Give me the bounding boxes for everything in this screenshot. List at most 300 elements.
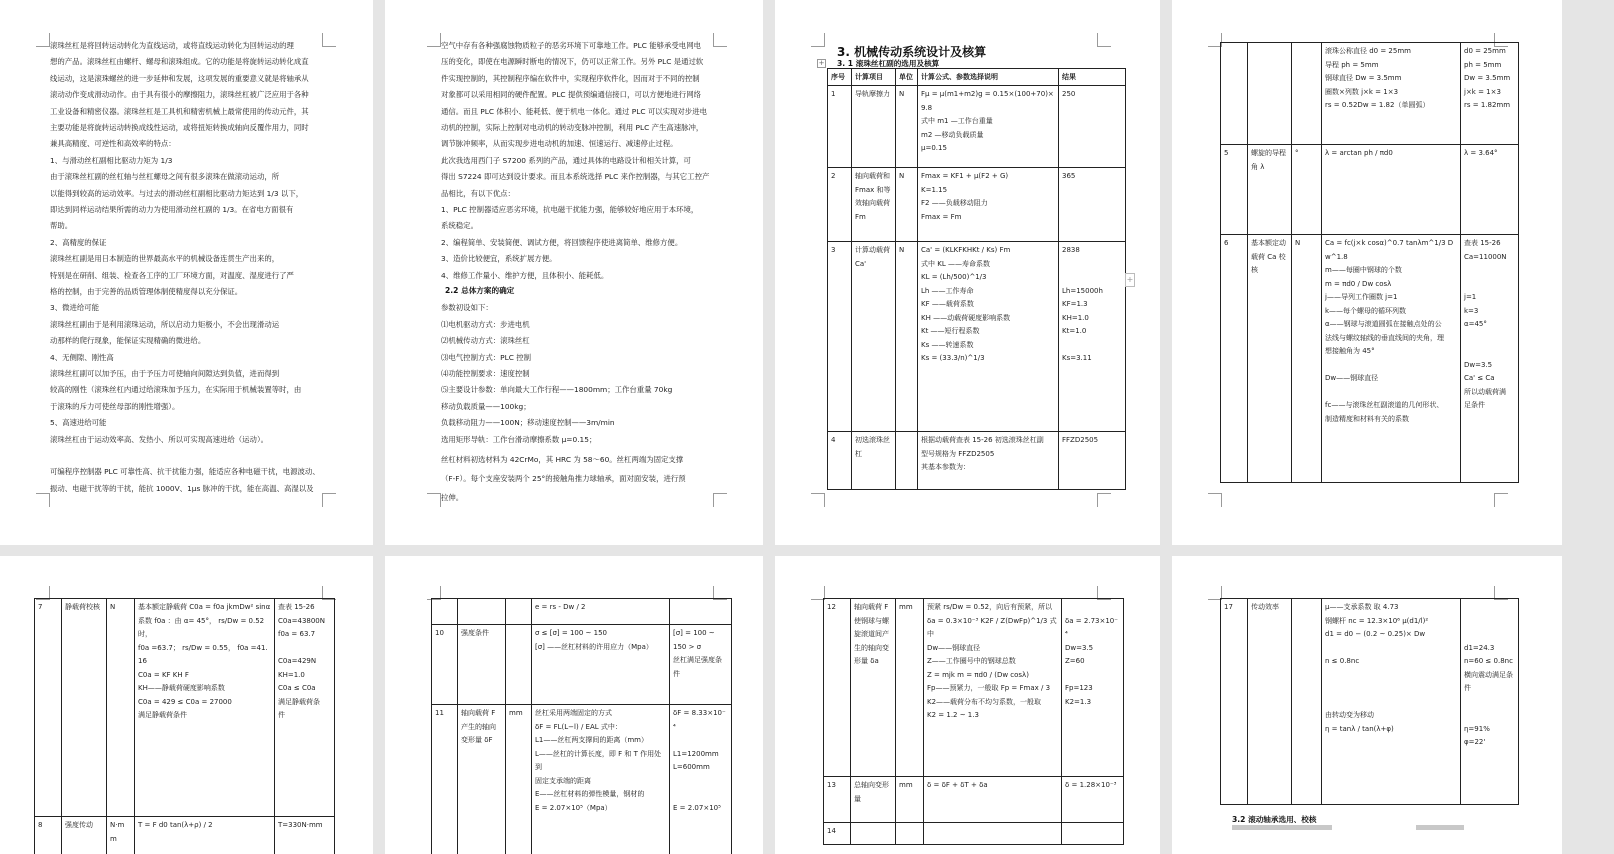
calculation-table <box>823 598 1124 845</box>
cell-number: 13 <box>824 777 851 823</box>
cell-result-line: Lh=15000h <box>1062 286 1103 295</box>
cell-formula-line: 系数 f0a ：由 α= 45°， rs/Dw = 0.52 时， <box>138 616 265 638</box>
text-line: 振动、电磁干扰等的干扰，能抗 1000V、1μs 脉冲的干扰，能在高温、高湿以及 <box>50 483 314 493</box>
cell-formula-line: d1 = d0 − (0.2 ~ 0.25)× Dw <box>1325 630 1426 638</box>
cell-number: 6 <box>1221 235 1248 483</box>
cell-result-line: 150 > σ <box>673 642 702 651</box>
cell-formula-line: 固定支承端的距离 <box>535 776 591 785</box>
cell-formula-line: 钢螺杆 nc = 12.3×10⁶ μ(d1/l)² <box>1325 616 1429 625</box>
cell-result-line: j=1 <box>1464 293 1477 301</box>
table-row <box>1221 43 1519 145</box>
cell-result-line <box>673 601 728 615</box>
cell-formula-line: Ca' = (KLKFKHKt / Ks) Fm <box>921 246 1011 254</box>
table-row <box>824 777 1124 823</box>
cell-formula-line: Z——工作圈号中的钢球总数 <box>927 657 1016 665</box>
cell-result-line: j×k = 1×3 <box>1464 87 1501 96</box>
cell-unit: mm <box>896 777 924 823</box>
cell-formula <box>924 777 1062 823</box>
cell-formula-line: j——导列工作圈数 j=1 <box>1325 293 1398 301</box>
table-fragment <box>1232 825 1332 830</box>
cell-result-line <box>278 642 331 656</box>
cell-result-line <box>1464 332 1515 346</box>
text-line: 选用矩形导轨：工作台滑动摩擦系数 μ=0.15； <box>441 434 597 444</box>
cell-formula-line <box>1325 359 1457 373</box>
cell-formula-line: 基本额定静载荷 C0a = f0a jkmDw² sinα <box>138 603 271 611</box>
cell-formula-line: n ≤ 0.8nc <box>1325 657 1360 665</box>
text-line: 3、微进给可能 <box>50 303 100 313</box>
cell-result <box>1059 86 1126 168</box>
cell-unit <box>506 625 532 705</box>
text-line: 调节脉冲频率，从而实现步进电动机的加速、恒速运行、减速停止过程。 <box>441 139 678 149</box>
cell-formula-line: k——每个螺母的循环列数 <box>1325 306 1407 315</box>
cell-item: 计算动载荷 Ca' <box>852 242 896 432</box>
cell-result-line: α=45° <box>1464 320 1487 328</box>
document-page-4 <box>1172 0 1562 545</box>
text-line: ⑵机械传动方式：滚珠丝杠 <box>441 336 530 346</box>
text-line: 4、无侧隙、刚性高 <box>50 352 114 362</box>
cell-formula <box>918 242 1059 432</box>
cell-result-line <box>1464 264 1515 278</box>
calculation-table <box>827 68 1126 490</box>
cell-formula-line: 其基本参数为： <box>921 463 970 471</box>
cell-number: 2 <box>828 168 852 242</box>
cell-result-line <box>1464 601 1515 615</box>
cell-formula-line <box>1325 682 1457 696</box>
cell-unit: N <box>896 242 918 432</box>
cell-item <box>458 599 506 625</box>
cell-result-line: 365 <box>1062 172 1076 180</box>
cell-result-line: 2838 <box>1062 246 1080 254</box>
cell-item: 静载荷校核 <box>62 599 107 817</box>
document-page-8 <box>1172 556 1562 854</box>
cell-result-line: K2=1.3 <box>1065 697 1092 706</box>
cell-formula-line: E = 2.07×10⁵（Mpa） <box>535 803 612 812</box>
cell-result-line: E = 2.07×10⁵ <box>673 803 721 812</box>
cell-formula-line: [σ] ——丝杠材料的许用应力（Mpa） <box>535 642 653 651</box>
table-row <box>828 86 1126 168</box>
cell-formula-line: μ=0.15 <box>921 144 947 152</box>
text-line: 滚珠丝杠副由于是利用滚珠运动，所以启动力矩极小，不会出现滑动运 <box>50 319 280 329</box>
cell-formula-line: E——丝杠材料的弹性模量，钢材的 <box>535 790 645 798</box>
cell-formula-line: 预紧 rs/Dw = 0.52，向后有预紧，所以 <box>927 603 1053 611</box>
cell-result-line: δa = 2.73×10⁻⁴ <box>1065 616 1118 638</box>
table-row <box>1221 145 1519 235</box>
text-line: 此次我选用西门子 S7200 系列的产品，通过具体的电路设计和相关计算，可 <box>441 155 691 165</box>
cell-result-line <box>1464 696 1515 710</box>
cell-formula-line: η = tanλ / tan(λ+φ) <box>1325 724 1394 733</box>
cell-formula <box>532 599 670 625</box>
cell-result-line: Dw=3.5 <box>1065 643 1094 652</box>
cell-result-line: L=600mm <box>673 763 710 771</box>
text-line: 品相比，有以下优点： <box>441 188 515 198</box>
cell-result-line <box>1065 601 1120 615</box>
cell-result-line <box>1062 258 1122 272</box>
cell-result-line: n=60 ≤ 0.8nc <box>1464 657 1513 665</box>
calculation-table <box>1220 42 1519 483</box>
cell-result-line: f0a = 63.7 <box>278 630 316 638</box>
table-row <box>35 817 335 854</box>
cell-result-line <box>1065 669 1120 683</box>
cell-number: 17 <box>1221 599 1248 805</box>
cell-unit: mm <box>506 705 532 854</box>
cell-result-line: Fp=123 <box>1065 684 1093 692</box>
cell-item: 螺旋的导程角 λ <box>1248 145 1292 235</box>
cell-result-line: Dw = 3.5mm <box>1464 74 1511 82</box>
cell-result <box>1059 432 1126 490</box>
text-line: 以能得到较高的运动效率。与过去的滑动丝杠副相比驱动力矩达到 1/3 以下， <box>50 188 304 198</box>
crop-mark <box>1208 493 1222 507</box>
text-line: 滚珠丝杠副可以加予压，由于予压力可使轴向间隙达到负值，进而得到 <box>50 369 280 378</box>
cell-result-line <box>1062 271 1122 285</box>
text-line: 可编程序控制器 PLC 可靠性高、抗干扰能力强，能适应各种电磁干扰，电源波动、 <box>50 467 320 477</box>
cell-formula-line: 滚珠公称直径 d0 = 25mm <box>1325 47 1411 55</box>
cell-formula-line: Fmax = Fm <box>921 212 962 221</box>
cell-formula-line: K=1.15 <box>921 185 948 194</box>
cell-result-line <box>673 775 728 789</box>
text-line: 得出 S7224 即可达到设计要求。而且本系统选择 PLC 来作控制器，与其它工控产 <box>441 172 710 182</box>
crop-mark <box>1097 493 1111 507</box>
cell-formula <box>532 705 670 854</box>
cell-number: 10 <box>432 625 458 705</box>
text-line: 件实现控制的，其控制程序编在软件中，实现程序软件化，因而对于不同的控制 <box>441 73 700 83</box>
cell-result-line: δ = 1.28×10⁻³ <box>1065 781 1117 789</box>
cell-unit <box>1292 43 1322 145</box>
cell-number: 11 <box>432 705 458 854</box>
cell-result-line: Ca=11000N <box>1464 252 1507 261</box>
column-header: 计算公式、参数选择说明 <box>918 69 1059 86</box>
cell-formula-line <box>1325 386 1457 400</box>
text-line: 参数初设如下： <box>441 303 493 313</box>
cell-result-line: Z=60 <box>1065 657 1085 665</box>
cell-unit: ° <box>1292 145 1322 235</box>
cell-formula-line: F2 ——负载移动阻力 <box>921 199 988 207</box>
crop-mark <box>811 493 825 507</box>
text-line: 线运动，这是滚珠螺丝的进一步延伸和发展，这项发展的重要意义就是将轴承从 <box>50 73 309 83</box>
column-header: 结果 <box>1059 69 1126 86</box>
cell-result-line: KH=1.0 <box>1062 313 1089 322</box>
cell-result-line <box>1464 628 1515 642</box>
column-header: 序号 <box>828 69 852 86</box>
cell-result <box>1461 43 1519 145</box>
crop-mark <box>427 493 441 507</box>
cell-unit <box>1292 599 1322 805</box>
text-line: 1、与滑动丝杠副相比驱动力矩为 1/3 <box>50 155 173 165</box>
cell-result-line: 横向震动满足条 <box>1464 670 1513 679</box>
cell-formula <box>924 599 1062 777</box>
cell-result <box>670 625 732 705</box>
cell-result-line: 查表 15-26 <box>278 603 315 611</box>
table-row <box>824 823 1124 845</box>
cell-formula-line: Dw——钢球直径 <box>1325 374 1379 382</box>
cell-formula-line: K2——载荷分布不均匀系数，一般取 <box>927 697 1042 706</box>
cell-unit: mm <box>896 599 924 777</box>
cell-formula-line: m——每圈中钢球的个数 <box>1325 266 1402 274</box>
cell-formula-line: C0a = KF KH F <box>138 670 189 679</box>
cell-result-line: δF = 8.33×10⁻⁴ <box>673 709 726 731</box>
cell-result-line: 250 <box>1062 90 1076 98</box>
cell-result-line: 所以动载荷满 <box>1464 387 1506 396</box>
text-line: 兼具高精度、可逆性和高效率的特点： <box>50 139 176 149</box>
text-line: 于滚珠的斥力可使丝母部的刚性增强）。 <box>50 401 180 411</box>
cell-result-line <box>1464 278 1515 292</box>
table-fragment <box>1416 825 1464 830</box>
cell-formula-line: 式中 KL ——寿命系数 <box>921 259 990 268</box>
text-line: 帮助。 <box>50 221 73 231</box>
table-row <box>432 599 732 625</box>
cell-formula-line: 型号规格为 FFZD2505 <box>921 449 995 458</box>
cell-item <box>851 823 896 845</box>
table-row <box>1221 599 1519 805</box>
crop-mark <box>36 33 50 47</box>
cell-formula <box>135 599 275 817</box>
cell-formula-line: rs = 0.52Dw = 1.82（单圆弧） <box>1325 101 1430 109</box>
crop-mark <box>1097 33 1111 47</box>
cell-result-line: Ks=3.11 <box>1062 354 1092 362</box>
calculation-table <box>431 598 732 854</box>
cell-formula-line: 想接触角为 45° <box>1325 347 1375 355</box>
cell-result <box>1059 168 1126 242</box>
cell-formula-line: L1——丝杠两支撑间的距离（mm） <box>535 736 648 744</box>
text-line: 较高的刚性（滚珠丝杠内通过给滚珠加予压力，在实际用于机械装置等时，由 <box>50 385 302 395</box>
text-line: 丝杠材料初选材料为 42CrMo，其 HRC 为 58～60。丝杠两端为固定支撑 <box>441 455 684 464</box>
cell-formula-line: Fmax = KF1 + μ(F2 + G) <box>921 172 1009 180</box>
cell-formula-line: K2 = 1.2 ~ 1.3 <box>927 711 979 719</box>
text-line: 想的产品。滚珠丝杠由螺杆、螺母和滚珠组成。它的功能是将旋转运动转化成直 <box>50 57 309 67</box>
text-line: 通信。而且 PLC 体积小、能耗低、便于机电一体化。通过 PLC 可以实现对步进电 <box>441 106 707 116</box>
cell-number: 8 <box>35 817 62 854</box>
cell-formula-line: α——钢球与滚道圆弧在接触点处的公 <box>1325 320 1442 328</box>
cell-result-line <box>1464 709 1515 723</box>
cell-result-line <box>1065 825 1120 839</box>
cell-formula-line: σ ≤ [σ] = 100 ~ 150 <box>535 629 608 637</box>
cell-formula <box>1322 235 1461 483</box>
text-line: 压的变化，即使在电源瞬时断电的情况下，仍可以正常工作。另外 PLC 是通过软 <box>441 57 704 67</box>
table-row <box>35 599 335 817</box>
section-heading: 3. 机械传动系统设计及核算 <box>837 45 987 59</box>
text-line: 5、高速进给可能 <box>50 418 107 428</box>
table-row <box>828 168 1126 242</box>
cell-formula-line: Ks ——转速系数 <box>921 340 974 349</box>
cell-formula-line: 式中 m1 —工作台重量 <box>921 117 993 125</box>
cell-item: 基本额定动载荷 Ca 校核 <box>1248 235 1292 483</box>
crop-mark <box>427 33 441 47</box>
cell-result <box>1062 777 1124 823</box>
cell-result-line: C0a=43800N <box>278 616 326 625</box>
cell-formula-line: 制造精度和材料有关的系数 <box>1325 414 1409 423</box>
cell-result <box>275 817 335 854</box>
cell-result-line: d0 = 25mm <box>1464 47 1506 55</box>
text-line: 1、PLC 控制器适应恶劣环境，抗电磁干扰能力强，能够较好地应用于本环境， <box>441 205 699 214</box>
cell-result-line: 件 <box>673 669 680 678</box>
cell-result-line: φ=22' <box>1464 738 1486 746</box>
cell-formula-line: e = rs - Dw / 2 <box>535 603 586 611</box>
cell-result-line <box>1062 339 1122 353</box>
cell-result-line: L1=1200mm <box>673 749 719 758</box>
cell-unit: N <box>1292 235 1322 483</box>
cell-item: 轴向载荷 F 使钢球与螺旋滚道间产生的轴向变形量 δa <box>851 599 896 777</box>
calculation-table <box>1220 598 1519 805</box>
text-line: 滚珠丝杠副是用日本制造的世界最高水平的机械设备连贯生产出来的， <box>50 254 280 264</box>
cell-formula-line: δa = 0.3×10⁻³ K2F / Z(DwFp)^1/3 式中 <box>927 616 1057 638</box>
cell-formula-line: 圈数×列数 j×k = 1×3 <box>1325 87 1399 96</box>
cell-formula-line: fc——与滚珠丝杠副滚道的几何形状、 <box>1325 401 1444 409</box>
document-page-1 <box>0 0 373 545</box>
text-line: 滚珠丝杠是将回转运动转化为直线运动，或将直线运动转化为回转运动的理 <box>50 41 294 50</box>
cell-result <box>670 705 732 854</box>
cell-number: 5 <box>1221 145 1248 235</box>
cell-item <box>1248 43 1292 145</box>
subsection-heading: 2.2 总体方案的确定 <box>445 286 515 295</box>
cell-number: 7 <box>35 599 62 817</box>
document-page-5 <box>0 556 373 854</box>
cell-result <box>1062 823 1124 845</box>
text-line: 对象都可以采用相同的硬件配置。PLC 提供预编通信接口，可以方便地进行网络 <box>441 90 701 100</box>
cell-formula-line: KH ——动载荷硬度影响系数 <box>921 313 1011 322</box>
table-row <box>828 432 1126 490</box>
text-line: 滚珠丝杠由于运动效率高、发热小、所以可实现高速进给（运动）。 <box>50 434 269 444</box>
cell-result-line: 件 <box>1464 684 1471 692</box>
cell-result-line: Kt=1.0 <box>1062 327 1087 335</box>
cell-formula <box>1322 145 1461 235</box>
cell-formula-line: m2 —移动负载质量 <box>921 130 984 139</box>
cell-result <box>670 599 732 625</box>
cell-number <box>432 599 458 625</box>
cell-item: 轴向载荷 F 产生的轴向变形量 δF <box>458 705 506 854</box>
cell-result-line: Dw=3.5 <box>1464 360 1493 369</box>
cell-result-line: λ = 3.64° <box>1464 149 1498 157</box>
table-move-handle[interactable]: + <box>818 59 825 67</box>
cell-formula <box>918 432 1059 490</box>
cell-result-line: 足条件 <box>1464 401 1485 409</box>
cell-unit <box>506 599 532 625</box>
cell-formula <box>135 817 275 854</box>
cell-result <box>1059 242 1126 432</box>
cell-formula-line: KL = (Lh/500)^1/3 <box>921 273 987 281</box>
cell-result-line: ph = 5mm <box>1464 60 1502 69</box>
cell-result <box>1461 145 1519 235</box>
cell-result-line <box>1065 709 1120 723</box>
text-line: 2、编程简单、安装简便、调试方便，将回馈程序使进离简单、维修方便。 <box>441 237 683 247</box>
text-line: ⑴电机驱动方式：步进电机 <box>441 319 530 329</box>
cell-formula-line: 由转动变为移动 <box>1325 711 1374 719</box>
cell-unit: N <box>896 86 918 168</box>
column-header: 计算项目 <box>852 69 896 86</box>
table-row <box>432 705 732 854</box>
cell-result-line <box>673 734 728 748</box>
cell-formula-line: m = πd0 / Dw cosλ <box>1325 279 1392 288</box>
cell-formula-line: Dw——钢球直径 <box>927 643 981 652</box>
cell-result-line: C0a=429N <box>278 657 317 665</box>
cell-formula-line: f0a =63.7； rs/Dw = 0.55， f0a =41.16 <box>138 643 268 665</box>
crop-mark <box>811 33 825 47</box>
cell-item: 强度条件 <box>458 625 506 705</box>
cell-result-line: 丝杠满足强度条 <box>673 656 722 664</box>
text-line: 负载移动阻力——100N；移动速度控制——3m/min <box>441 418 615 428</box>
cell-formula-line <box>927 825 1058 839</box>
cell-result-line: 查表 15-26 <box>1464 239 1501 247</box>
cell-item: 强度传动 <box>62 817 107 854</box>
text-line: 即达到同样运动结果所需的动力为使用滑动丝杠副的 1/3。在省电方面很有 <box>50 205 294 214</box>
cell-formula <box>918 86 1059 168</box>
text-line: 系统稳定。 <box>441 221 478 231</box>
text-line: 由于滚珠丝杠副的丝杠轴与丝杠螺母之间有很多滚珠在做滚动运动，所 <box>50 172 280 182</box>
cell-item: 总轴向变形量 <box>851 777 896 823</box>
cell-formula <box>918 168 1059 242</box>
cell-result <box>1062 599 1124 777</box>
text-line: 主要功能是将旋转运动转换成线性运动，或将扭矩转换成轴向反覆作用力，同时 <box>50 123 309 132</box>
text-line: ⑷功能控制要求：速度控制 <box>441 369 530 378</box>
cell-formula-line <box>1325 642 1457 656</box>
cell-item: 初选滚珠丝杠 <box>852 432 896 490</box>
subsection-heading: 3. 1 滚珠丝杠副的选用及核算 <box>837 59 940 68</box>
cell-result-line: k=3 <box>1464 306 1479 315</box>
table-resize-handle[interactable]: + <box>1125 273 1135 287</box>
cell-result-line: 满足静载荷条 <box>278 697 320 706</box>
document-page-6 <box>385 556 763 854</box>
text-line: 滚动动作变成滑动动作。由于具有很小的摩擦阻力，滚珠丝杠被广泛应用于各种 <box>50 90 309 100</box>
cell-number: 12 <box>824 599 851 777</box>
text-line: 4、维修工作量小、维护方便，且体积小、能耗低。 <box>441 270 609 280</box>
cell-formula-line: 钢球直径 Dw = 3.5mm <box>1325 74 1402 82</box>
cell-formula <box>532 625 670 705</box>
cell-result-line: FFZD2505 <box>1062 436 1099 444</box>
cell-unit <box>896 823 924 845</box>
text-line: 空气中存有各种强腐蚀物质粒子的恶劣环境下可靠地工作。PLC 能够承受电网电 <box>441 41 701 50</box>
cell-formula-line: L——丝杠的计算长度，即 F 和 T 作用处到 <box>535 749 662 771</box>
cell-unit: N <box>896 168 918 242</box>
cell-formula-line: Kt ——短行程系数 <box>921 327 980 335</box>
text-line: 动机的控制，实际上控制对电动机的转动变脉冲控制，利用 PLC 产生高速脉冲， <box>441 123 704 132</box>
cell-formula-line: Fp——预紧力，一般取 Fp = Fmax / 3 <box>927 684 1051 692</box>
cell-number: 3 <box>828 242 852 432</box>
document-page-2 <box>385 0 763 545</box>
cell-number: 14 <box>824 823 851 845</box>
cell-formula-line: KF ——载荷系数 <box>921 300 974 308</box>
cell-formula-line: Z = mjk m = πd0 / (Dw cosλ) <box>927 670 1029 679</box>
cell-formula-line: 满足静载荷条件 <box>138 711 187 719</box>
text-line: （F-F）。每个支座安装两个 25°的接触角推力球轴承，面对面安装，进行预 <box>441 474 686 483</box>
cell-item: 导轨摩擦力 <box>852 86 896 168</box>
cell-formula-line: 根据动载荷查表 15-26 初选滚珠丝杠副 <box>921 436 1044 444</box>
cell-formula-line: KH——静载荷硬度影响系数 <box>138 684 225 692</box>
text-line: 动那样的爬行现象，能保证实现精确的微进给。 <box>50 336 206 346</box>
text-line: 特别是在研削、组装、检查各工序的工厂环境方面，对温度、湿度进行了严 <box>50 270 294 280</box>
cell-result-line: rs = 1.82mm <box>1464 101 1511 109</box>
cell-result-line: T=330N·mm <box>278 821 323 829</box>
cell-formula-line: T = F d0 tan(λ+ρ) / 2 <box>138 821 213 829</box>
document-page-3 <box>775 0 1160 545</box>
cell-formula-line: C0a = 429 ≤ C0a = 27000 <box>138 697 232 706</box>
cell-result-line: KF=1.3 <box>1062 300 1088 308</box>
cell-number: 4 <box>828 432 852 490</box>
text-line: 工业设备和精密仪器。滚珠丝杠是工具机和精密机械上最常使用的传动元件，其 <box>50 106 309 116</box>
cell-formula <box>1322 43 1461 145</box>
cell-result-line: [σ] = 100 ~ <box>673 629 715 637</box>
cell-result-line: 件 <box>278 711 285 719</box>
cell-number: 1 <box>828 86 852 168</box>
cell-formula-line: 导程 ph = 5mm <box>1325 60 1379 69</box>
table-row <box>1221 235 1519 483</box>
cell-formula-line: λ = arctan ph / πd0 <box>1325 149 1393 157</box>
cell-formula-line: 丝杠采用两端固定的方式 <box>535 709 612 717</box>
cell-formula-line <box>1325 669 1457 683</box>
column-header: 单位 <box>896 69 918 86</box>
cell-result-line: Ca' ≤ Ca <box>1464 374 1495 382</box>
cell-result-line: d1=24.3 <box>1464 643 1495 652</box>
cell-result-line <box>673 788 728 802</box>
cell-formula-line: Ks = (33.3/n)^1/3 <box>921 354 985 362</box>
text-line: ⑸主要设计参数：单向最大工作行程——1800mm；工作台重量 70kg <box>441 385 673 395</box>
